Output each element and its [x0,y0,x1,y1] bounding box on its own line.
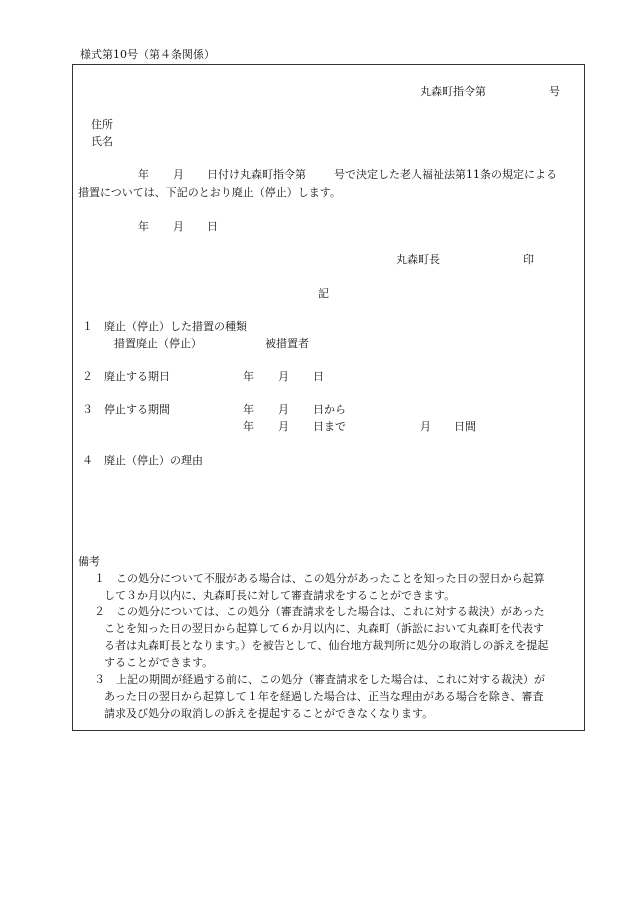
item-1-sub-right: 被措置者 [265,337,309,350]
remarks-line: ことを知った日の翌日から起算して６か月以内に、丸森町（訴訟において丸森町を代表す [104,622,544,635]
remarks-line: ３ 上記の期間が経過する前に、この処分（審査請求をした場合は、これに対する裁決）が [94,673,545,686]
item-3-duration-month: 月 [420,420,431,433]
remarks-line: ２ この処分については、この処分（審査請求をした場合は、これに対する裁決）があった [94,605,545,618]
order-number-prefix: 丸森町指令第 [420,85,486,98]
item-1-label: １ 廃止（停止）した措置の種類 [82,320,247,333]
remarks-line: る者は丸森町長となります。）を被告として、仙台地方裁判所に処分の取消しの訴えを提起 [104,639,549,652]
intro-rest: 号で決定した老人福祉法第11条の規定による [334,168,557,181]
name-label: 氏名 [91,135,113,148]
order-number-suffix: 号 [549,85,560,98]
item-2-year: 年 [243,370,254,383]
item-3-from-month: 月 [278,403,289,416]
remarks-line: １ この処分について不服がある場合は、この処分があったことを知った日の翌日から起算 [94,572,545,585]
item-2-month: 月 [278,370,289,383]
notice-year: 年 [138,220,149,233]
intro-line-2: 措置については、下記のとおり廃止（停止）します。 [78,186,341,199]
remarks-line: あった日の翌日から起算して１年を経過した場合は、正当な理由がある場合を除き、審査 [104,690,544,703]
item-1-sub-left: 措置廃止（停止） [114,337,202,350]
item-3-from-year: 年 [243,403,254,416]
remarks-line: 請求及び処分の取消しの訴えを提起することができなくなります。 [104,707,434,720]
intro-date-tail: 日付け丸森町指令第 [207,168,306,181]
item-3-from-day: 日から [313,403,346,416]
intro-year: 年 [138,168,149,181]
item-3-duration-day: 日間 [454,420,476,433]
remarks-line: して３か月以内に、丸森町長に対して審査請求をすることができます。 [104,589,456,602]
remarks-line: することができます。 [104,656,214,669]
item-3-to-day: 日まで [313,420,346,433]
address-label: 住所 [91,118,113,131]
issuer-title: 丸森町長 [396,253,440,266]
item-4-label: ４ 廃止（停止）の理由 [82,454,203,467]
remarks-title: 備考 [78,555,100,568]
notice-month: 月 [173,220,184,233]
item-2-day: 日 [313,370,324,383]
form-number: 様式第10号（第４条関係） [80,48,215,61]
item-2-label: ２ 廃止する期日 [82,370,170,383]
seal-mark: 印 [523,253,534,266]
ki-heading: 記 [318,287,329,300]
item-3-to-year: 年 [243,420,254,433]
notice-day: 日 [207,220,218,233]
item-3-label: ３ 停止する期間 [82,403,170,416]
item-3-to-month: 月 [278,420,289,433]
intro-month: 月 [173,168,184,181]
